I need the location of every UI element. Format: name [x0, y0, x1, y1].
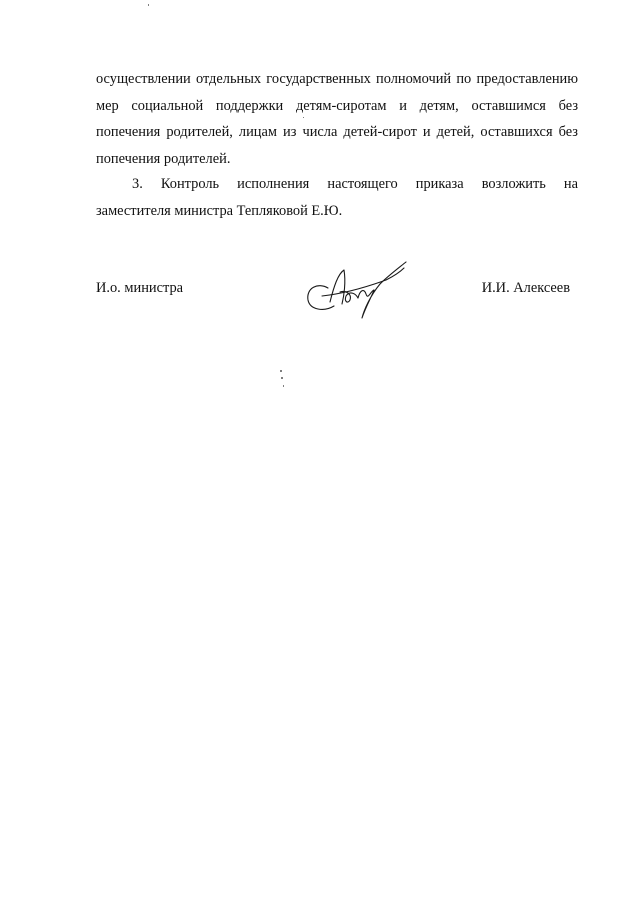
paragraph-social-support	[96, 66, 578, 172]
paragraph-control-clause	[96, 171, 578, 224]
text-line: осуществлении отдельных государственных полномочий по предоставлению	[96, 71, 578, 87]
scan-speck	[283, 385, 284, 387]
text-line: попечения родителей, лицам из числа детей-сирот и детей, оставшихся без	[96, 124, 578, 140]
handwritten-signature	[300, 252, 408, 324]
scan-speck	[280, 370, 282, 372]
scan-speck	[148, 4, 149, 6]
text-line: 3. Контроль исполнения настоящего приказа возложить на	[132, 176, 578, 192]
scan-speck	[281, 377, 283, 379]
text-line: попечения родителей.	[96, 150, 231, 167]
scan-speck	[303, 117, 304, 118]
signatory-name: И.И. Алексеев	[481, 280, 570, 296]
signatory-title: И.о. министра	[96, 280, 184, 296]
text-line: мер социальной поддержки детям-сиротам и детям, оставшимся без	[96, 97, 578, 114]
text-line: заместителя министра Тепляковой Е.Ю.	[96, 202, 343, 219]
